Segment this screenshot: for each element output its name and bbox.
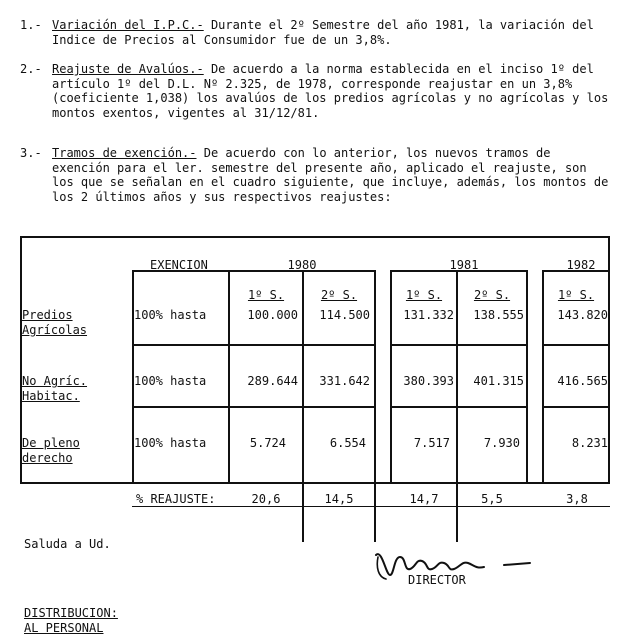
value-cell: 143.820	[557, 308, 608, 322]
value-cell: 416.565	[557, 374, 608, 388]
reajuste-value: 5,5	[481, 492, 503, 506]
reajuste-label: % REAJUSTE:	[136, 492, 216, 506]
paragraph-number: 3.-	[20, 146, 42, 160]
row-label: Predios	[22, 308, 73, 322]
reajuste-value: 14,7	[409, 492, 439, 506]
value-cell: 380.393	[403, 374, 454, 388]
value-cell: 100.000	[247, 308, 298, 322]
value-cell: 7.517	[413, 436, 450, 450]
value-cell: 6.554	[329, 436, 366, 450]
paragraph-text: Durante el 2º Semestre del año 1981, la variación del Indice de Precios al Consumidor fue de un 3,8%.	[52, 18, 602, 47]
paragraph-2	[20, 62, 616, 120]
value-cell: 7.930	[483, 436, 520, 450]
reajuste-value: 3,8	[566, 492, 588, 506]
table-border-top	[20, 236, 610, 238]
semester-header: 2º S.	[473, 288, 511, 302]
paragraph-heading: Reajuste de Avalúos.-	[52, 62, 204, 76]
closing-text: Saluda a Ud.	[24, 537, 111, 551]
semester-header: 1º S.	[405, 288, 443, 302]
semester-header: 1º S.	[557, 288, 595, 302]
year-header-1980: 1980	[287, 258, 317, 272]
row-label: Habitac.	[22, 389, 80, 403]
paragraph-1	[20, 18, 610, 47]
table-border-bottom	[20, 482, 610, 484]
row-separator	[542, 406, 610, 408]
distribution-item: AL PERSONAL	[24, 621, 104, 635]
paragraph-heading: Variación del I.P.C.-	[52, 18, 204, 32]
paragraph-text: De acuerdo con lo anterior, los nuevos tramos de exención para el ler. semestre del presente año, aplicado el reajuste, son los que se señalan en el cuadro siguiente, que incluye, además, los montos de los 2 últimos años y sus respectivos reajustes:	[52, 146, 616, 204]
exencion-cell: 100% hasta	[134, 308, 207, 322]
value-cell: 401.315	[473, 374, 524, 388]
paragraph-3	[20, 146, 616, 204]
reajuste-value: 14,5	[324, 492, 354, 506]
value-cell: 114.500	[319, 308, 370, 322]
reajuste-value: 20,6	[251, 492, 281, 506]
year-header-1982: 1982	[566, 258, 596, 272]
value-cell: 131.332	[403, 308, 454, 322]
divider-exencion	[228, 270, 230, 482]
value-cell: 8.231	[571, 436, 608, 450]
reajuste-underline	[132, 506, 610, 507]
exencion-cell: 100% hasta	[134, 436, 207, 450]
row-separator	[390, 406, 528, 408]
row-separator	[132, 406, 376, 408]
row-separator	[542, 344, 610, 346]
row-separator	[132, 344, 376, 346]
signature-title: DIRECTOR	[408, 573, 466, 587]
paragraph-heading: Tramos de exención.-	[52, 146, 197, 160]
value-cell: 5.724	[249, 436, 286, 450]
box-1981-right	[526, 270, 528, 482]
exencion-cell: 100% hasta	[134, 374, 207, 388]
semester-header: 1º S.	[247, 288, 285, 302]
box-1981-left	[390, 270, 392, 482]
paragraph-number: 2.-	[20, 62, 42, 76]
value-cell: 138.555	[473, 308, 524, 322]
exemption-table	[20, 236, 610, 526]
year-header-1981: 1981	[449, 258, 479, 272]
paragraph-text: De acuerdo a la norma establecida en el inciso 1º del artículo 1º del D.L. Nº 2.325, de 1978, corresponde reajustar en un 3,8% (coeficiente 1,038) los avalúos de los predios agrícolas y no agrícolas y los montos exentos, vigentes al 31/12/81.	[52, 62, 616, 120]
row-label: derecho	[22, 451, 73, 465]
row-label: No Agríc.	[22, 374, 88, 388]
row-label: Agrícolas	[22, 323, 88, 337]
exencion-header: EXENCION	[150, 258, 208, 272]
value-cell: 331.642	[319, 374, 370, 388]
paragraph-number: 1.-	[20, 18, 42, 32]
semester-header: 2º S.	[320, 288, 358, 302]
row-separator	[390, 344, 528, 346]
value-cell: 289.644	[247, 374, 298, 388]
box-1982-left	[542, 270, 544, 482]
table-border-right	[608, 236, 610, 484]
distribution-label: DISTRIBUCION:	[24, 606, 118, 620]
row-label: De pleno	[22, 436, 80, 450]
